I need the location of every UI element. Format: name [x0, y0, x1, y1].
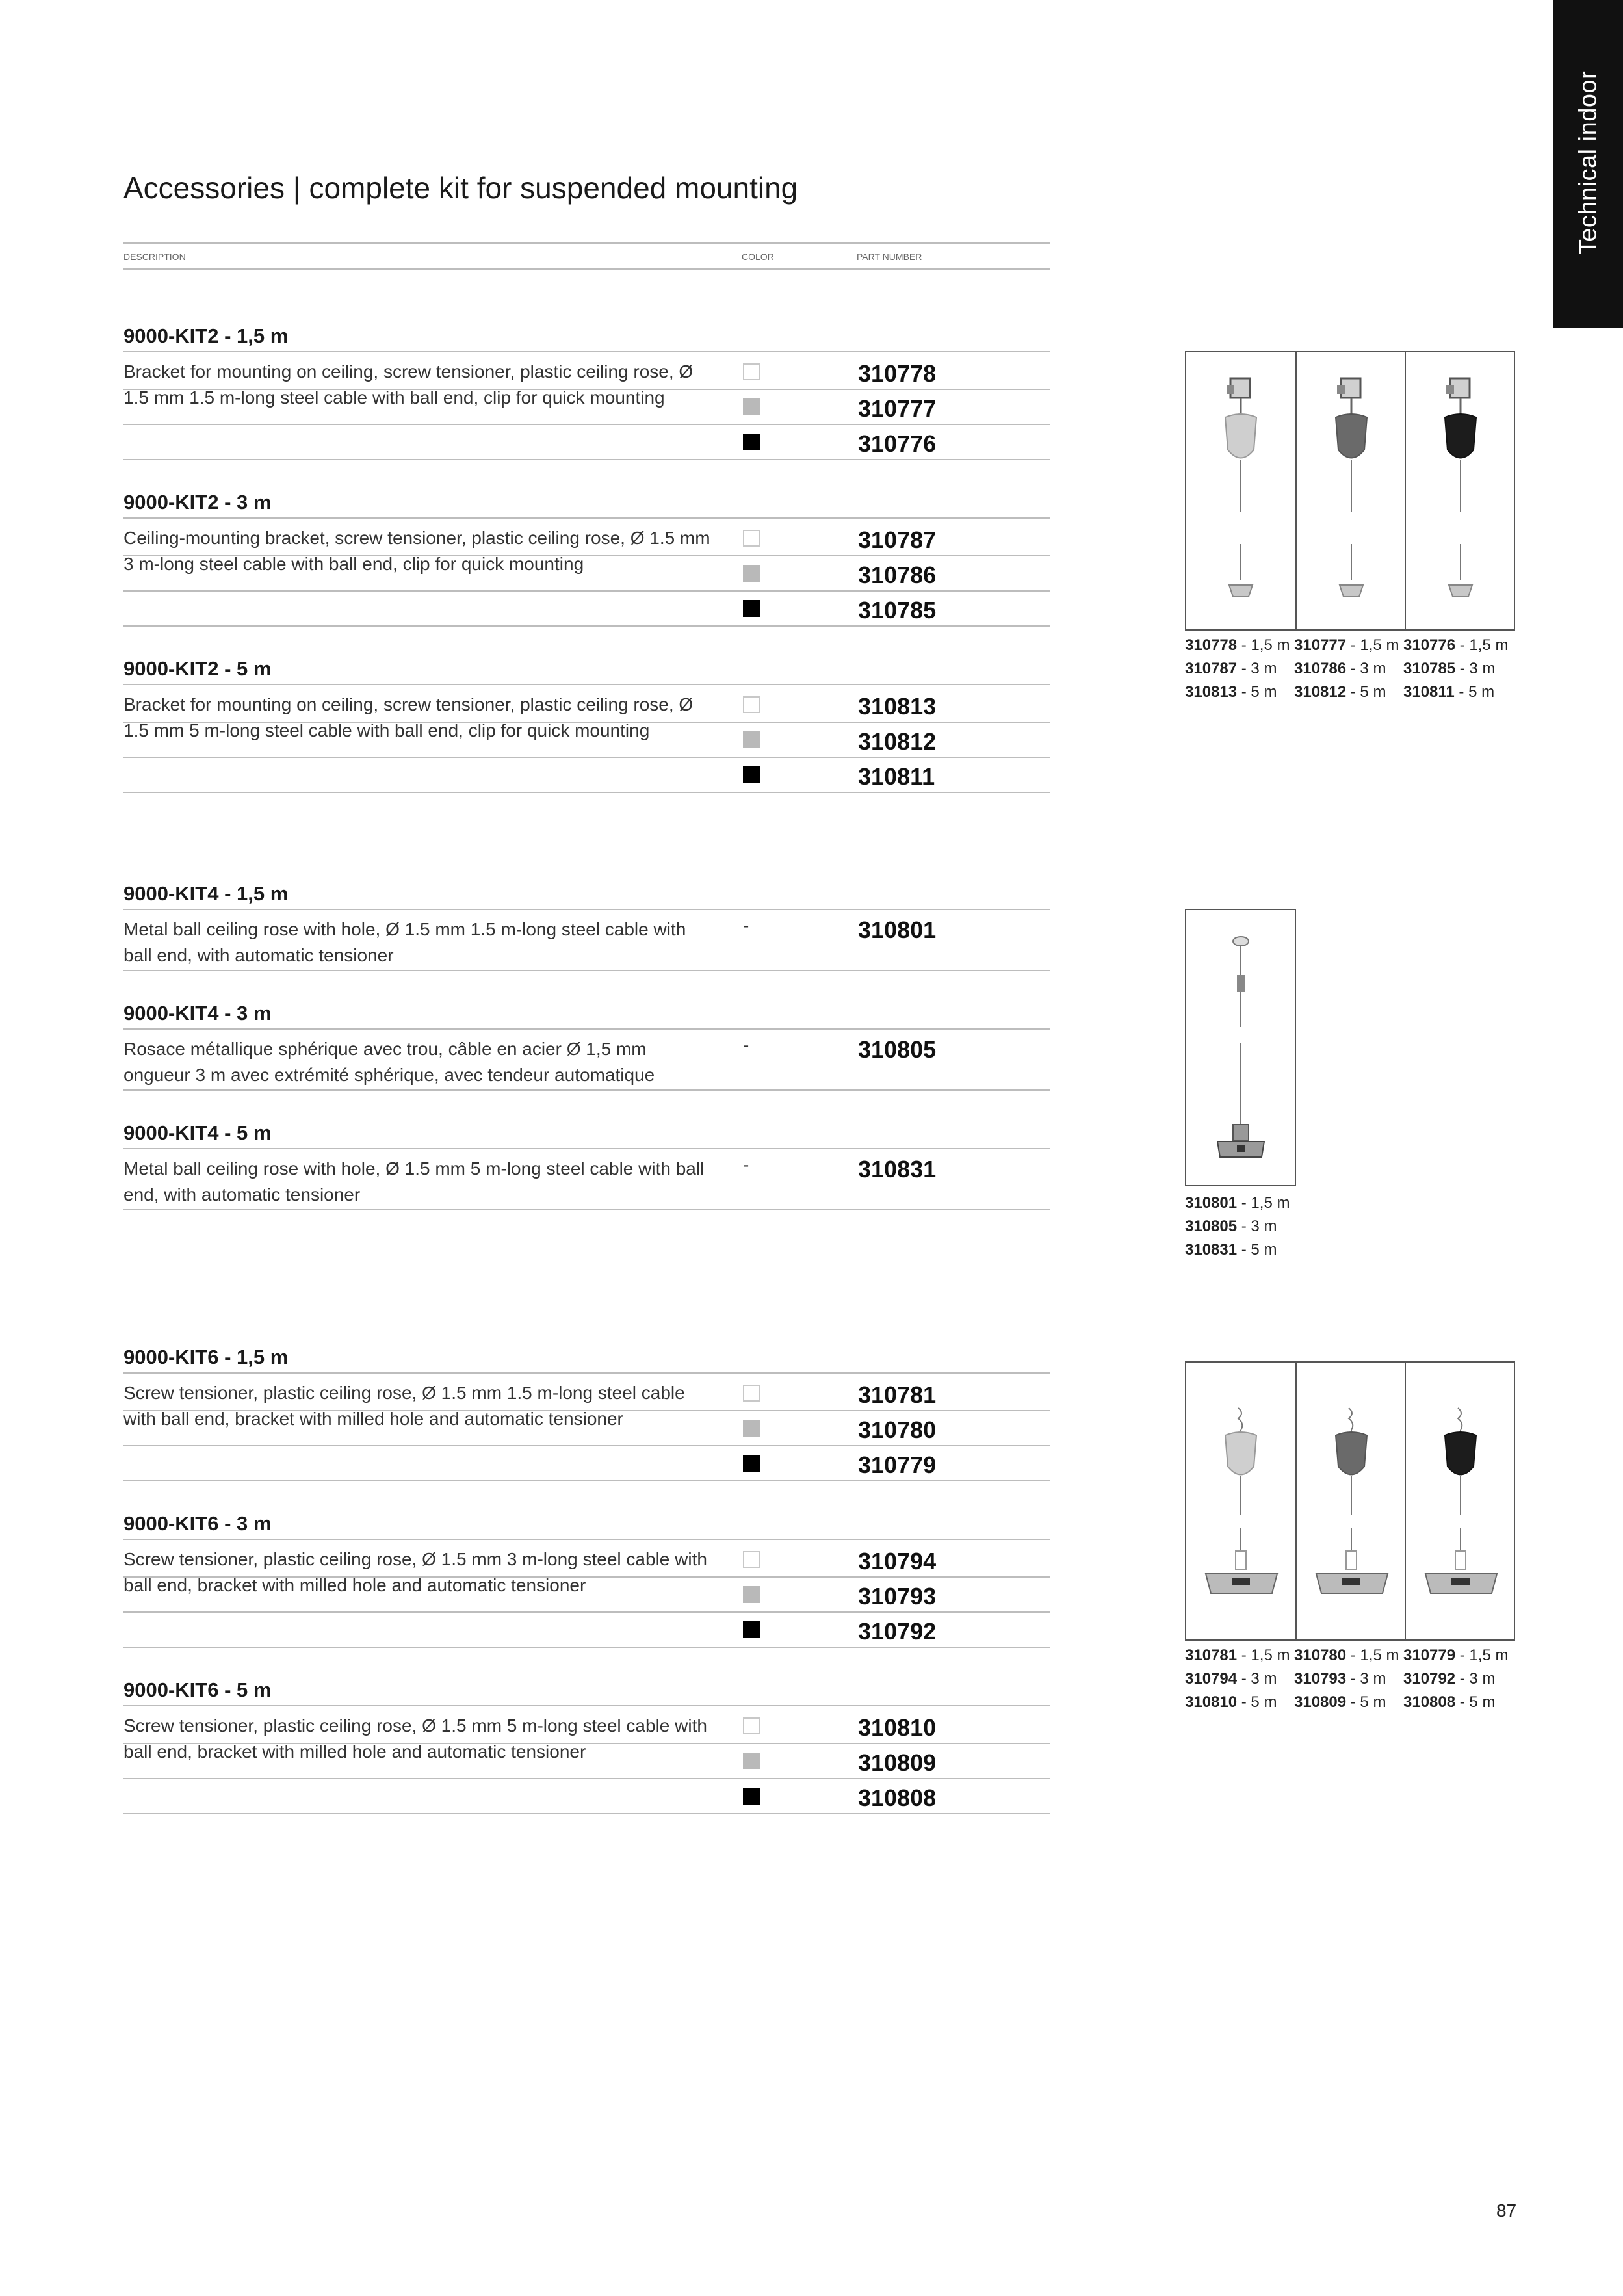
- product-image-white: [1186, 1363, 1295, 1639]
- kit-row: [123, 355, 1050, 460]
- kit2-product-images: [1185, 351, 1515, 631]
- kit-description: Bracket for mounting on ceiling, screw tensioner, plastic ceiling rose, Ø 1.5 mm 5 m-long steel cable with ball end, clip for quick mounting: [123, 694, 694, 740]
- kit-row: [123, 1152, 1050, 1210]
- part-row: [123, 390, 1050, 425]
- part-row: [123, 723, 1050, 758]
- tensioner-kit-black-icon: [1406, 1363, 1515, 1639]
- product-image-black: [1405, 1363, 1514, 1639]
- product-image-black: [1405, 352, 1514, 629]
- kit6-caption-col1: 310781 - 1,5 m 310794 - 3 m 310810 - 5 m: [1185, 1647, 1290, 1711]
- kit6-product-images: [1185, 1361, 1515, 1641]
- kit-description: Metal ball ceiling rose with hole, Ø 1.5 mm 5 m-long steel cable with ball end, with automatic tensioner: [123, 1158, 705, 1205]
- color-swatch-black: [743, 1455, 760, 1472]
- column-color: COLOR: [742, 252, 774, 262]
- color-swatch-grey: [743, 398, 760, 415]
- part-number: 310785: [858, 597, 937, 623]
- color-swatch-grey: [743, 731, 760, 748]
- color-swatch-white: [743, 1385, 760, 1402]
- kit-description: Ceiling-mounting bracket, screw tensioner, plastic ceiling rose, Ø 1.5 mm 3 m-long steel cable with ball end, clip for quick mounting: [123, 528, 710, 574]
- page-title: Accessories | complete kit for suspended mounting: [123, 171, 798, 205]
- part-row: [123, 758, 1050, 792]
- part-row: [123, 355, 1050, 390]
- kit-row: [123, 1032, 1050, 1091]
- part-number: 310809: [858, 1749, 937, 1776]
- color-swatch-grey: [743, 565, 760, 582]
- kit-title: 9000-KIT2 - 3 m: [123, 491, 1050, 519]
- color-none: -: [743, 1035, 749, 1055]
- part-row: [123, 1744, 1050, 1779]
- kit-description: Bracket for mounting on ceiling, screw tensioner, plastic ceiling rose, Ø 1.5 mm 1.5 m-long steel cable with ball end, clip for quick mounting: [123, 361, 694, 408]
- color-swatch-white: [743, 1717, 760, 1734]
- part-row: [123, 1543, 1050, 1578]
- color-swatch-black: [743, 1788, 760, 1805]
- part-row: [123, 1709, 1050, 1744]
- kit-row: [123, 521, 1050, 627]
- kit-group: [123, 658, 1050, 793]
- color-none: -: [743, 915, 749, 935]
- color-swatch-black: [743, 766, 760, 783]
- part-number: 310793: [858, 1583, 937, 1610]
- part-row: [123, 1779, 1050, 1813]
- product-image-grey: [1295, 352, 1405, 629]
- color-swatch-white: [743, 530, 760, 547]
- color-swatch-grey: [743, 1753, 760, 1769]
- part-row: [123, 556, 1050, 592]
- part-number: 310805: [858, 1036, 937, 1063]
- kit6-caption-col2: 310780 - 1,5 m 310793 - 3 m 310809 - 5 m: [1294, 1647, 1399, 1711]
- part-row: [123, 1411, 1050, 1446]
- kit-title: 9000-KIT4 - 3 m: [123, 1002, 1050, 1030]
- kit-row: [123, 913, 1050, 971]
- kit-title: 9000-KIT2 - 5 m: [123, 658, 1050, 685]
- part-number: 310792: [858, 1618, 937, 1645]
- product-image-white: [1186, 352, 1295, 629]
- kit-title: 9000-KIT6 - 5 m: [123, 1679, 1050, 1706]
- kit-title: 9000-KIT6 - 3 m: [123, 1513, 1050, 1540]
- ceiling-kit-black-icon: [1406, 352, 1515, 629]
- part-number: 310777: [858, 395, 937, 422]
- part-number: 310810: [858, 1714, 937, 1741]
- part-number: 310786: [858, 562, 937, 588]
- section-tab: [1553, 0, 1623, 328]
- kit-group: [123, 1513, 1050, 1648]
- part-row: [123, 1613, 1050, 1647]
- kit-group: [123, 325, 1050, 460]
- kit4-product-image: [1185, 909, 1296, 1186]
- kit6-caption-col3: 310779 - 1,5 m 310792 - 3 m 310808 - 5 m: [1403, 1647, 1509, 1711]
- part-number: 310781: [858, 1381, 937, 1408]
- product-image-grey: [1295, 1363, 1405, 1639]
- part-number: 310812: [858, 728, 937, 755]
- kit-group: [123, 491, 1050, 627]
- kit-row: [123, 1709, 1050, 1814]
- ceiling-kit-grey-icon: [1297, 352, 1406, 629]
- kit-title: 9000-KIT4 - 5 m: [123, 1122, 1050, 1149]
- kit-group: [123, 1679, 1050, 1814]
- part-row: [123, 1446, 1050, 1480]
- color-swatch-black: [743, 1621, 760, 1638]
- kit-description: Screw tensioner, plastic ceiling rose, Ø 1.5 mm 3 m-long steel cable with ball end, bracket with milled hole and automatic tensioner: [123, 1549, 707, 1595]
- kit-title: 9000-KIT6 - 1,5 m: [123, 1346, 1050, 1374]
- part-number: 310794: [858, 1548, 937, 1574]
- kit2-caption-col2: 310777 - 1,5 m 310786 - 3 m 310812 - 5 m: [1294, 636, 1399, 701]
- kit-group: [123, 1122, 1050, 1210]
- kit4-caption: 310801 - 1,5 m 310805 - 3 m 310831 - 5 m: [1185, 1194, 1290, 1259]
- kit-description: Rosace métallique sphérique avec trou, câble en acier Ø 1,5 mm ongueur 3 m avec extrémité sphérique, avec tendeur automatique: [123, 1039, 655, 1085]
- section-tab-label: Technical indoor: [1574, 70, 1602, 255]
- kit-group: [123, 883, 1050, 971]
- part-row: [123, 592, 1050, 625]
- part-number: 310831: [858, 1156, 937, 1182]
- color-swatch-black: [743, 434, 760, 450]
- color-swatch-white: [743, 363, 760, 380]
- color-swatch-white: [743, 1551, 760, 1568]
- color-swatch-grey: [743, 1420, 760, 1437]
- color-swatch-white: [743, 696, 760, 713]
- kit2-caption-col3: 310776 - 1,5 m 310785 - 3 m 310811 - 5 m: [1403, 636, 1509, 701]
- part-number: 310808: [858, 1784, 937, 1811]
- color-swatch-black: [743, 600, 760, 617]
- column-part-number: PART NUMBER: [857, 252, 922, 262]
- kit-description: Screw tensioner, plastic ceiling rose, Ø 1.5 mm 5 m-long steel cable with ball end, bracket with milled hole and automatic tensioner: [123, 1715, 707, 1762]
- part-row: [123, 1376, 1050, 1411]
- ceiling-kit-white-icon: [1186, 352, 1295, 629]
- part-number: 310787: [858, 527, 937, 553]
- kit2-caption-col1: 310778 - 1,5 m 310787 - 3 m 310813 - 5 m: [1185, 636, 1290, 701]
- kit-description: Screw tensioner, plastic ceiling rose, Ø 1.5 mm 1.5 m-long steel cable with ball end, bracket with milled hole and automatic tensioner: [123, 1383, 685, 1429]
- ball-ceiling-rose-kit-icon: [1186, 910, 1295, 1185]
- part-number: 310780: [858, 1416, 937, 1443]
- kit-row: [123, 1376, 1050, 1481]
- column-header: [123, 242, 1050, 270]
- part-row: [123, 688, 1050, 723]
- part-number: 310779: [858, 1452, 937, 1478]
- kit-group: [123, 1002, 1050, 1091]
- part-number: 310778: [858, 360, 937, 387]
- kit-title: 9000-KIT2 - 1,5 m: [123, 325, 1050, 352]
- part-number: 310811: [858, 763, 935, 790]
- part-number: 310813: [858, 693, 937, 720]
- column-description: DESCRIPTION: [123, 252, 186, 262]
- kit-title: 9000-KIT4 - 1,5 m: [123, 883, 1050, 910]
- part-row: [123, 1578, 1050, 1613]
- kit-description: Metal ball ceiling rose with hole, Ø 1.5 mm 1.5 m-long steel cable with ball end, with automatic tensioner: [123, 919, 686, 965]
- part-number: 310776: [858, 430, 937, 457]
- part-number: 310801: [858, 917, 937, 943]
- color-none: -: [743, 1155, 749, 1175]
- tensioner-kit-white-icon: [1186, 1363, 1295, 1639]
- part-row: [123, 425, 1050, 459]
- tensioner-kit-grey-icon: [1297, 1363, 1406, 1639]
- kit-row: [123, 1543, 1050, 1648]
- color-swatch-grey: [743, 1586, 760, 1603]
- page-number: 87: [1496, 2200, 1517, 2221]
- part-row: [123, 521, 1050, 556]
- kit-group: [123, 1346, 1050, 1481]
- kit-row: [123, 688, 1050, 793]
